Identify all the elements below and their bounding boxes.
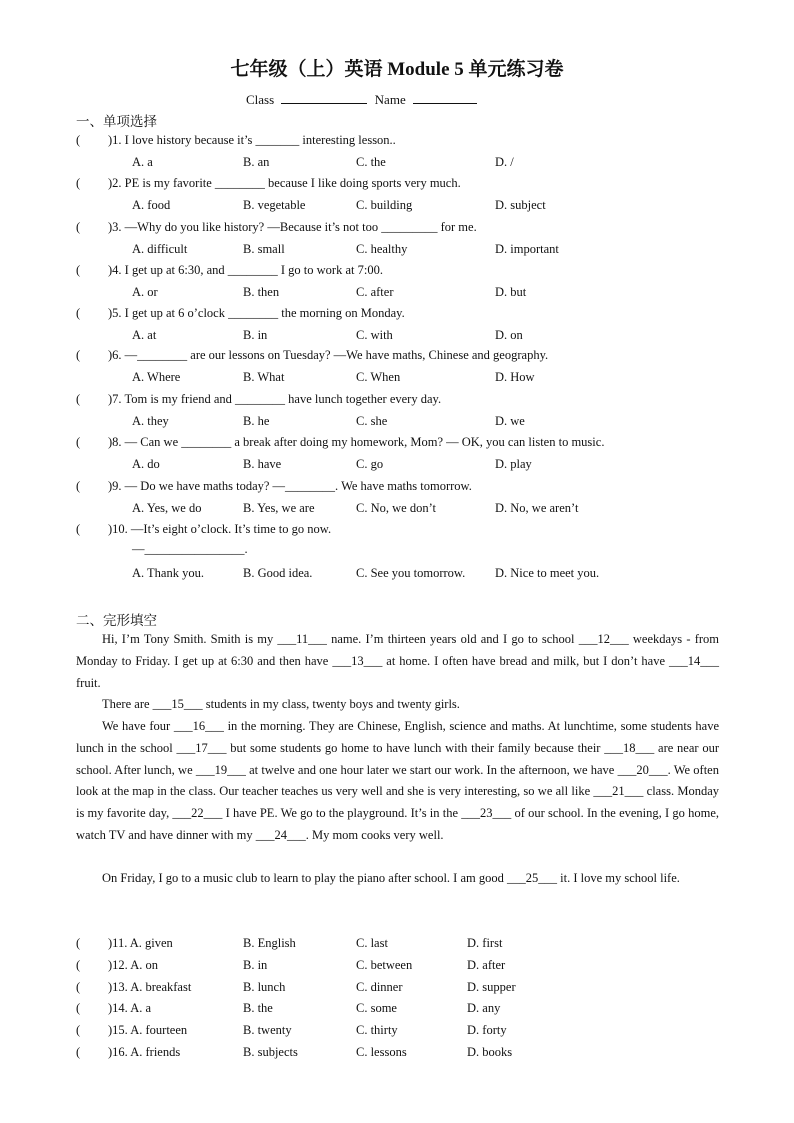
- question-text: —It’s eight o’clock. It’s time to go now.: [130, 522, 332, 536]
- option-c[interactable]: C. last: [356, 936, 388, 950]
- option-d[interactable]: D. first: [467, 936, 503, 950]
- question-text: —________ are our lessons on Tuesday? —We have maths, Chinese and geography.: [124, 348, 549, 362]
- answer-bracket[interactable]: (: [76, 435, 81, 449]
- option-a[interactable]: A. difficult: [132, 242, 188, 256]
- option-c[interactable]: C. between: [356, 957, 413, 972]
- option-d[interactable]: D. books: [467, 1045, 513, 1059]
- question-text: I love history because it’s _______ interesting lesson..: [124, 133, 396, 147]
- answer-bracket[interactable]: (: [76, 348, 81, 362]
- cloze-question-13: [76, 980, 191, 995]
- option-d[interactable]: D. but: [495, 285, 527, 299]
- option-c[interactable]: C. go: [356, 457, 384, 471]
- option-a[interactable]: A. at: [132, 328, 157, 342]
- question-text: —Why do you like history? —Because it’s not too _________ for me.: [124, 220, 477, 234]
- question-10: [76, 522, 331, 537]
- option-a[interactable]: A. Yes, we do: [132, 501, 202, 515]
- option-c[interactable]: C. thirty: [356, 1023, 398, 1038]
- name-field[interactable]: [413, 91, 477, 104]
- answer-bracket[interactable]: (: [76, 1023, 81, 1038]
- class-field[interactable]: [281, 91, 367, 104]
- class-name-line: [246, 91, 477, 108]
- option-a[interactable]: )15. A. fourteen: [108, 1023, 188, 1038]
- answer-bracket[interactable]: (: [76, 936, 81, 950]
- answer-bracket[interactable]: (: [76, 522, 81, 536]
- cloze-paragraph: On Friday, I go to a music club to learn to play the piano after school. I am good ___25___ it. I love my school life.: [102, 871, 680, 885]
- option-a[interactable]: )16. A. friends: [108, 1045, 181, 1059]
- option-c[interactable]: C. See you tomorrow.: [356, 566, 466, 580]
- option-a[interactable]: )12. A. on: [108, 957, 158, 972]
- option-a[interactable]: A. or: [132, 285, 158, 299]
- option-d[interactable]: D. after: [467, 957, 506, 972]
- cloze-question-12: [76, 958, 158, 973]
- question-number: )10.: [108, 522, 128, 536]
- option-c[interactable]: C. the: [356, 155, 386, 169]
- option-d[interactable]: D. on: [495, 328, 523, 342]
- cloze-question-11: [76, 936, 173, 951]
- option-a[interactable]: )13. A. breakfast: [108, 979, 192, 994]
- option-b[interactable]: B. in: [243, 957, 268, 972]
- question-number: )9.: [108, 479, 122, 493]
- option-d[interactable]: D. any: [467, 1001, 501, 1016]
- option-b[interactable]: B. have: [243, 457, 282, 471]
- option-a[interactable]: A. do: [132, 457, 160, 471]
- option-b[interactable]: B. Yes, we are: [243, 501, 315, 515]
- question-9: [76, 479, 472, 494]
- option-c[interactable]: C. When: [356, 370, 401, 384]
- answer-bracket[interactable]: (: [76, 479, 81, 493]
- question-text: I get up at 6:30, and ________ I go to work at 7:00.: [124, 263, 383, 277]
- question-text: Tom is my friend and ________ have lunch together every day.: [124, 392, 442, 406]
- option-b[interactable]: B. the: [243, 1001, 273, 1016]
- question-number: )6.: [108, 348, 122, 362]
- question-3: [76, 220, 477, 235]
- answer-bracket[interactable]: (: [76, 392, 81, 406]
- option-b[interactable]: B. an: [243, 155, 270, 169]
- question-5: [76, 306, 405, 321]
- cloze-question-16: [76, 1045, 180, 1060]
- question-4: [76, 263, 383, 278]
- answer-bracket[interactable]: (: [76, 263, 81, 277]
- option-b[interactable]: B. vegetable: [243, 198, 306, 212]
- name-label: Name: [374, 92, 406, 107]
- option-a[interactable]: )14. A. a: [108, 1001, 152, 1016]
- option-c[interactable]: C. with: [356, 328, 393, 342]
- option-a[interactable]: A. Where: [132, 370, 181, 384]
- answer-bracket[interactable]: (: [76, 133, 81, 147]
- option-b[interactable]: B. lunch: [243, 979, 286, 994]
- option-b[interactable]: B. English: [243, 936, 296, 950]
- question-number: )2.: [108, 176, 122, 190]
- answer-line[interactable]: —________________.: [132, 542, 248, 556]
- option-b[interactable]: B. he: [243, 414, 270, 428]
- option-c[interactable]: C. No, we don’t: [356, 501, 436, 515]
- option-d[interactable]: D. forty: [467, 1023, 507, 1038]
- option-d[interactable]: D. important: [495, 242, 559, 256]
- option-c[interactable]: C. lessons: [356, 1045, 407, 1059]
- answer-bracket[interactable]: (: [76, 176, 81, 190]
- option-a[interactable]: A. a: [132, 155, 153, 169]
- question-number: )1.: [108, 133, 122, 147]
- option-c[interactable]: C. dinner: [356, 979, 403, 994]
- question-8: [76, 435, 604, 450]
- option-c[interactable]: C. some: [356, 1001, 397, 1016]
- question-6: [76, 348, 548, 363]
- question-text: — Do we have maths today? —________. We have maths tomorrow.: [124, 479, 472, 493]
- option-d[interactable]: D. No, we aren’t: [495, 501, 579, 515]
- option-c[interactable]: C. building: [356, 198, 413, 212]
- cloze-question-14: [76, 1001, 151, 1016]
- option-d[interactable]: D. Nice to meet you.: [495, 566, 600, 580]
- option-b[interactable]: B. What: [243, 370, 285, 384]
- question-number: )5.: [108, 306, 122, 320]
- question-number: )4.: [108, 263, 122, 277]
- option-a[interactable]: )11. A. given: [108, 936, 173, 950]
- option-c[interactable]: C. she: [356, 414, 388, 428]
- option-b[interactable]: B. twenty: [243, 1023, 292, 1038]
- answer-bracket[interactable]: (: [76, 1001, 81, 1016]
- question-text: — Can we ________ a break after doing my homework, Mom? — OK, you can listen to music.: [124, 435, 605, 449]
- answer-bracket[interactable]: (: [76, 220, 81, 234]
- cloze-paragraph: We have four ___16___ in the morning. They are Chinese, English, science and maths. At lunchtime, some students have lunch in the school ___17___ but some students go home to have lunch with their family because their ___18___ are near our school. After lunch, we ___19___ at twelve and one hour later we start our work. In the afternoon, we have ___20___. We often look at the map in the class. Our teacher teaches us very well and she is very interesting, so we all like ___21___ class. Monday is my favorite day, ___22___ I have PE. We go to the playground. It’s in the ___23___ of our school. In the evening, I go home, watch TV and have dinner with my ___24___. My mom cooks very well.: [76, 719, 719, 842]
- answer-bracket[interactable]: (: [76, 306, 81, 320]
- answer-bracket[interactable]: (: [76, 1045, 81, 1059]
- option-d[interactable]: D. subject: [495, 198, 546, 212]
- question-1: [76, 133, 396, 148]
- class-label: Class: [246, 92, 275, 107]
- option-b[interactable]: B. subjects: [243, 1045, 298, 1059]
- option-d[interactable]: D. How: [495, 370, 535, 384]
- option-d[interactable]: D. /: [495, 155, 514, 169]
- question-2: [76, 176, 461, 191]
- option-a[interactable]: A. food: [132, 198, 171, 212]
- option-b[interactable]: B. in: [243, 328, 268, 342]
- question-text: I get up at 6 o’clock ________ the morning on Monday.: [124, 306, 405, 320]
- question-number: )7.: [108, 392, 122, 406]
- option-d[interactable]: D. supper: [467, 979, 516, 994]
- option-b[interactable]: B. Good idea.: [243, 566, 313, 580]
- cloze-paragraph: There are ___15___ students in my class, twenty boys and twenty girls.: [102, 697, 460, 711]
- option-b[interactable]: B. then: [243, 285, 280, 299]
- question-number: )8.: [108, 435, 122, 449]
- question-number: )3.: [108, 220, 122, 234]
- section-heading-choice: 一、单项选择: [76, 114, 157, 129]
- option-d[interactable]: D. play: [495, 457, 532, 471]
- option-d[interactable]: D. we: [495, 414, 525, 428]
- cloze-question-15: [76, 1023, 187, 1038]
- question-text: PE is my favorite ________ because I like doing sports very much.: [124, 176, 461, 190]
- option-a[interactable]: A. they: [132, 414, 169, 428]
- answer-bracket[interactable]: (: [76, 957, 81, 972]
- option-a[interactable]: A. Thank you.: [132, 566, 204, 580]
- cloze-paragraph: Hi, I’m Tony Smith. Smith is my ___11___ name. I’m thirteen years old and I go to school ___12___ weekdays - from Monday to Friday. I get up at 6:30 and then have ___13___ at home. I often have bread and milk, but I don’t have ___14___ fruit.: [76, 632, 719, 690]
- page-title: 七年级（上）英语 Module 5 单元练习卷: [230, 59, 564, 80]
- question-7: [76, 392, 441, 407]
- option-b[interactable]: B. small: [243, 242, 285, 256]
- section-heading-cloze: 二、完形填空: [76, 613, 157, 628]
- answer-bracket[interactable]: (: [76, 979, 81, 994]
- option-c[interactable]: C. after: [356, 285, 394, 299]
- option-c[interactable]: C. healthy: [356, 242, 408, 256]
